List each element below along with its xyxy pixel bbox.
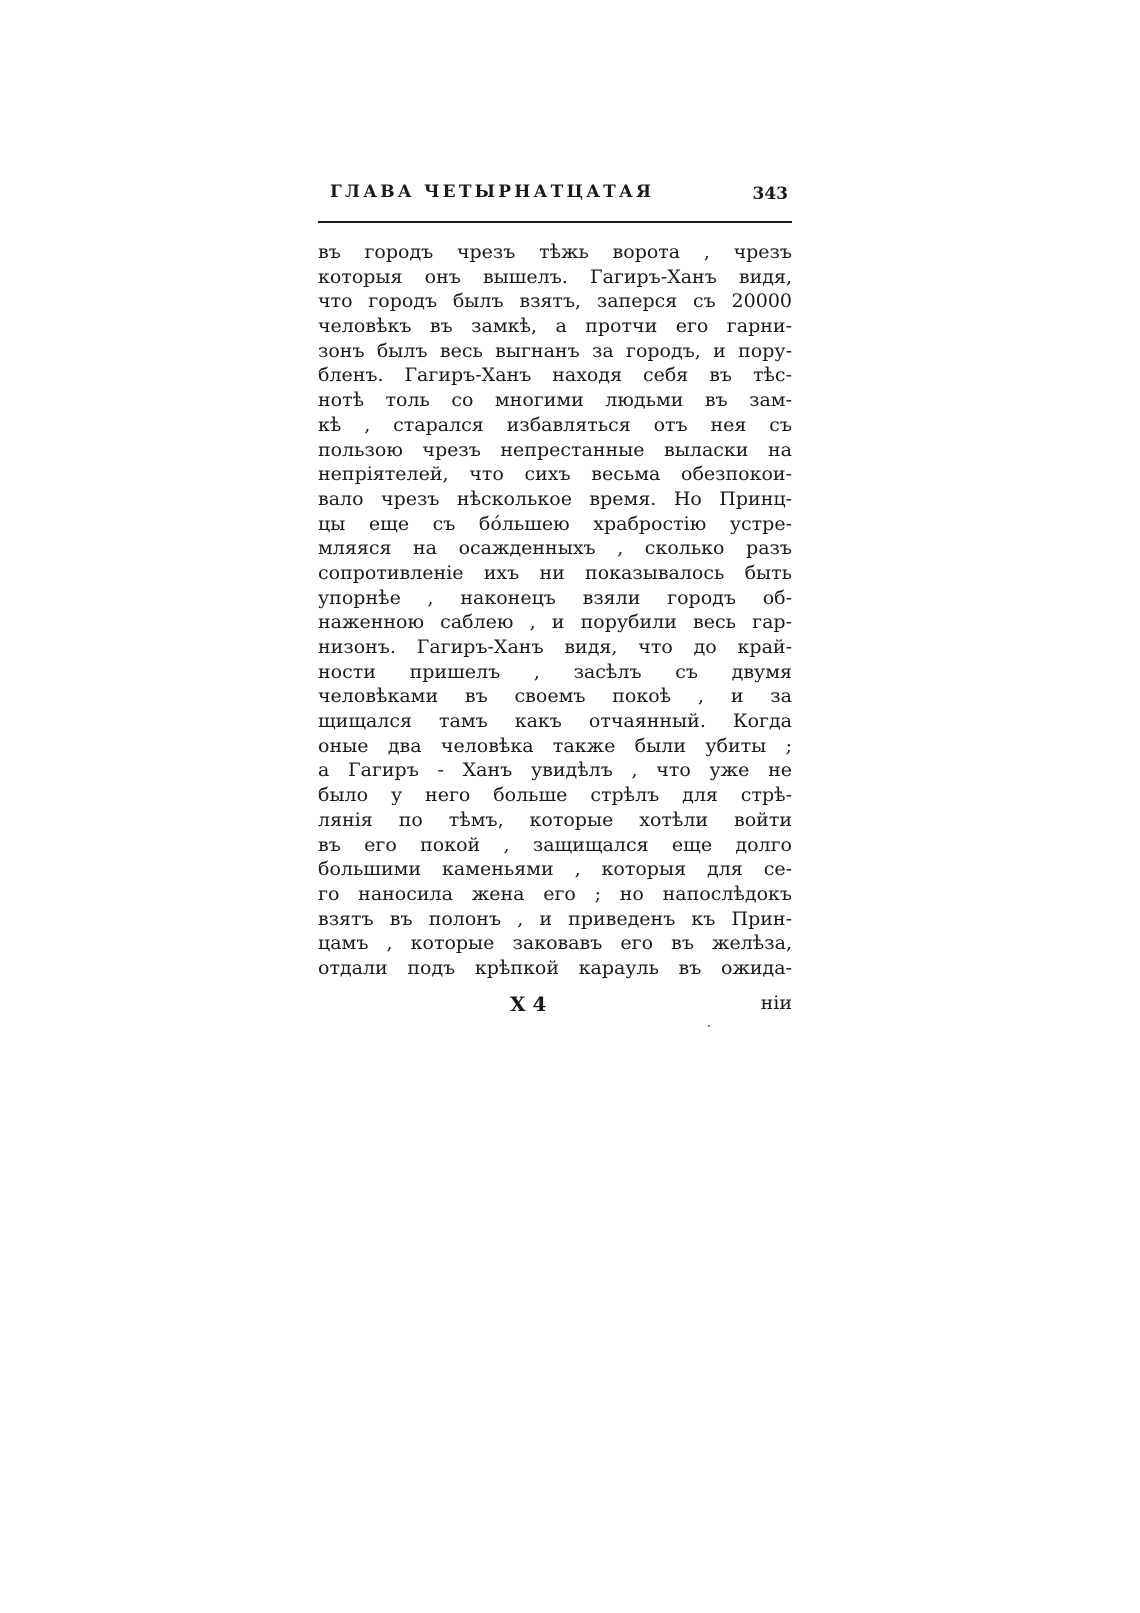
text-line: зонъ былъ весь выгнанъ за городъ, и пору- <box>318 339 792 362</box>
text-line: человѣками въ своемъ покоѣ , и за <box>318 685 792 708</box>
catchword: ніи <box>760 992 792 1014</box>
signature-mark: X 4 <box>510 992 547 1016</box>
text-line: низонъ. Гагиръ-Ханъ видя, что до край- <box>318 636 792 658</box>
text-line: въ городъ чрезъ тѣжь ворота , чрезъ <box>318 241 792 263</box>
text-line: мляяся на осажденныхъ , сколько разъ <box>318 537 792 560</box>
text-line: было у него больше стрѣлъ для стрѣ- <box>318 784 792 807</box>
text-line: цамъ , которые заковавъ его въ желѣза, <box>318 932 792 955</box>
text-line: щищался тамъ какъ отчаянный. Когда <box>318 710 792 733</box>
text-line: упорнѣе , наконецъ взяли городъ об- <box>318 586 792 609</box>
text-line: взятъ въ полонъ , и приведенъ къ Прин- <box>318 907 792 930</box>
page-footer <box>318 992 792 1016</box>
text-line: бленъ. Гагиръ-Ханъ находя себя въ тѣс- <box>318 364 792 387</box>
text-line: въ его покой , защищался еще долго <box>318 833 792 856</box>
paper-speck <box>708 1025 710 1027</box>
text-line: наженною саблею , и порубили весь гар- <box>318 611 792 634</box>
text-line: цы еще съ бо́льшею храбростію устре- <box>318 512 792 535</box>
text-line: большими каменьями , которыя для се- <box>318 858 792 881</box>
text-line: сопротивленіе ихъ ни показывалось быть <box>318 561 792 584</box>
page-number: 343 <box>752 184 788 204</box>
text-line: а Гагиръ - Ханъ увидѣлъ , что уже не <box>318 759 792 782</box>
text-line: человѣкъ въ замкѣ, а протчи его гарни- <box>318 315 792 338</box>
body-text <box>318 240 792 981</box>
chapter-title: ГЛАВА ЧЕТЫРНАТЦАТАЯ <box>330 182 655 202</box>
text-line: вало чрезъ нѣсколькое время. Но Принц- <box>318 487 792 510</box>
text-line: что городъ былъ взятъ, заперся съ 20000 <box>318 290 792 313</box>
text-line: непріятелей, что сихъ весьма обезпокои- <box>318 463 792 486</box>
header-rule <box>318 221 792 223</box>
text-line: пользою чрезъ непрестанные выласки на <box>318 438 792 461</box>
text-line: отдали подъ крѣпкой карауль въ ожида- <box>318 956 792 979</box>
text-line: нотѣ толь со многими людьми въ зам- <box>318 389 792 412</box>
text-line: го наносила жена его ; но напослѣдокъ <box>318 882 792 905</box>
book-page <box>318 182 792 1016</box>
text-line: которыя онъ вышелъ. Гагиръ-Ханъ видя, <box>318 265 792 288</box>
text-line: лянія по тѣмъ, которые хотѣли войти <box>318 808 792 831</box>
text-line: кѣ , старался избавляться отъ нея съ <box>318 413 792 436</box>
text-line: оные два человѣка также были убиты ; <box>318 734 792 757</box>
text-line: ности пришелъ , засѣлъ съ двумя <box>318 660 792 683</box>
running-head <box>318 182 792 212</box>
